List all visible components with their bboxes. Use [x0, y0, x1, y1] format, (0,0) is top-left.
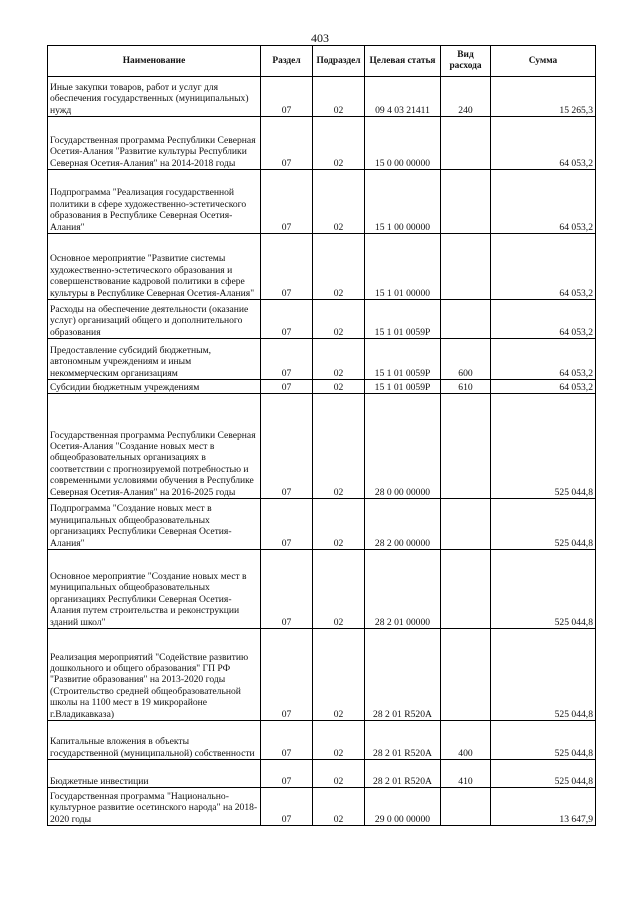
table-row	[48, 721, 596, 760]
row-name: Реализация мероприятий "Содействие развитию дошкольного и общего образования" ГП РФ "Развитие образования" на 2013-2020 годы (Строительство средней общеобразовательной школы на 1100 мест в 19 микрорайоне г.Владикавказа)	[48, 629, 261, 721]
row-target: 15 1 01 0059Р	[365, 380, 441, 394]
row-type	[441, 170, 491, 234]
row-sum: 525 044,8	[491, 760, 596, 788]
row-target: 28 2 01 R520A	[365, 721, 441, 760]
row-subsection: 02	[313, 550, 365, 629]
row-subsection: 02	[313, 721, 365, 760]
row-name: Субсидии бюджетным учреждениям	[48, 380, 261, 394]
row-sum: 13 647,9	[491, 788, 596, 826]
row-type	[441, 629, 491, 721]
row-sum: 525 044,8	[491, 550, 596, 629]
row-sum: 64 053,2	[491, 300, 596, 339]
row-name: Основное мероприятие "Создание новых мест в муниципальных общеобразовательных организациях Республики Северная Осетия-Алания путем строительства и реконструкции зданий школ"	[48, 550, 261, 629]
row-sum: 15 265,3	[491, 77, 596, 117]
table-row	[48, 380, 596, 394]
row-subsection: 02	[313, 117, 365, 170]
table-row	[48, 339, 596, 380]
row-target: 15 1 01 0059Р	[365, 339, 441, 380]
row-section: 07	[261, 394, 313, 499]
table-row	[48, 550, 596, 629]
row-section: 07	[261, 300, 313, 339]
row-sum: 525 044,8	[491, 499, 596, 550]
row-section: 07	[261, 234, 313, 300]
table-row	[48, 77, 596, 117]
row-type	[441, 788, 491, 826]
table-row	[48, 760, 596, 788]
row-target: 29 0 00 00000	[365, 788, 441, 826]
row-subsection: 02	[313, 234, 365, 300]
row-type: 400	[441, 721, 491, 760]
row-sum: 64 053,2	[491, 117, 596, 170]
row-subsection: 02	[313, 394, 365, 499]
row-section: 07	[261, 721, 313, 760]
header-section: Раздел	[261, 46, 313, 77]
row-target: 15 1 01 0059Р	[365, 300, 441, 339]
row-type: 410	[441, 760, 491, 788]
row-name: Капитальные вложения в объекты государственной (муниципальной) собственности	[48, 721, 261, 760]
row-type	[441, 117, 491, 170]
row-sum: 525 044,8	[491, 721, 596, 760]
row-subsection: 02	[313, 170, 365, 234]
row-target: 28 0 00 00000	[365, 394, 441, 499]
table-row	[48, 234, 596, 300]
row-type: 610	[441, 380, 491, 394]
table-header-row	[48, 46, 596, 77]
row-section: 07	[261, 760, 313, 788]
budget-table	[47, 45, 596, 826]
table-row	[48, 629, 596, 721]
row-section: 07	[261, 550, 313, 629]
row-section: 07	[261, 117, 313, 170]
row-sum: 525 044,8	[491, 629, 596, 721]
row-target: 28 2 01 R520A	[365, 760, 441, 788]
header-target: Целевая статья	[365, 46, 441, 77]
row-subsection: 02	[313, 300, 365, 339]
page-number: 403	[311, 31, 329, 45]
table-row	[48, 788, 596, 826]
table-row	[48, 394, 596, 499]
row-section: 07	[261, 170, 313, 234]
row-subsection: 02	[313, 77, 365, 117]
row-name: Расходы на обеспечение деятельности (оказание услуг) организаций общего и дополнительного образования	[48, 300, 261, 339]
row-name: Подпрограмма "Создание новых мест в муниципальных общеобразовательных организациях Республики Северная Осетия-Алания"	[48, 499, 261, 550]
row-section: 07	[261, 77, 313, 117]
table-row	[48, 499, 596, 550]
row-type	[441, 394, 491, 499]
header-sum: Сумма	[491, 46, 596, 77]
table-row	[48, 300, 596, 339]
row-name: Подпрограмма "Реализация государственной политики в сфере художественно-эстетического образования в Республике Северная Осетия-Алания"	[48, 170, 261, 234]
row-section: 07	[261, 339, 313, 380]
row-type	[441, 300, 491, 339]
row-sum: 64 053,2	[491, 380, 596, 394]
row-sum: 64 053,2	[491, 234, 596, 300]
row-name: Основное мероприятие "Развитие системы художественно-эстетического образования и совершенствование кадровой политики в сфере культуры в Республике Северная Осетия-Алания"	[48, 234, 261, 300]
row-target: 28 2 01 00000	[365, 550, 441, 629]
row-section: 07	[261, 380, 313, 394]
header-name: Наименование	[48, 46, 261, 77]
row-sum: 64 053,2	[491, 170, 596, 234]
row-sum: 525 044,8	[491, 394, 596, 499]
row-section: 07	[261, 499, 313, 550]
row-type	[441, 234, 491, 300]
row-target: 28 2 01 R520A	[365, 629, 441, 721]
row-subsection: 02	[313, 499, 365, 550]
row-subsection: 02	[313, 788, 365, 826]
row-name: Бюджетные инвестиции	[48, 760, 261, 788]
row-subsection: 02	[313, 380, 365, 394]
table-row	[48, 170, 596, 234]
row-type	[441, 550, 491, 629]
row-subsection: 02	[313, 760, 365, 788]
row-subsection: 02	[313, 339, 365, 380]
row-target: 28 2 00 00000	[365, 499, 441, 550]
row-name: Государственная программа Республики Северная Осетия-Алания "Развитие культуры Республики Северная Осетия-Алания" на 2014-2018 годы	[48, 117, 261, 170]
header-type: Вид расхода	[441, 46, 491, 77]
row-section: 07	[261, 788, 313, 826]
row-type: 240	[441, 77, 491, 117]
row-target: 09 4 03 21411	[365, 77, 441, 117]
row-name: Иные закупки товаров, работ и услуг для обеспечения государственных (муниципальных) нужд	[48, 77, 261, 117]
table-row	[48, 117, 596, 170]
row-name: Предоставление субсидий бюджетным, автономным учреждениям и иным некоммерческим организациям	[48, 339, 261, 380]
row-name: Государственная программа Республики Северная Осетия-Алания "Создание новых мест в общеобразовательных организациях в соответствии с прогнозируемой потребностью и современными условиями обучения в Республике Северная Осетия-Алания" на 2016-2025 годы	[48, 394, 261, 499]
row-type	[441, 499, 491, 550]
header-subsection: Подраздел	[313, 46, 365, 77]
row-type: 600	[441, 339, 491, 380]
row-target: 15 1 00 00000	[365, 170, 441, 234]
row-target: 15 0 00 00000	[365, 117, 441, 170]
row-sum: 64 053,2	[491, 339, 596, 380]
row-target: 15 1 01 00000	[365, 234, 441, 300]
row-name: Государственная программа "Национально-культурное развитие осетинского народа" на 2018-2020 годы	[48, 788, 261, 826]
row-section: 07	[261, 629, 313, 721]
row-subsection: 02	[313, 629, 365, 721]
